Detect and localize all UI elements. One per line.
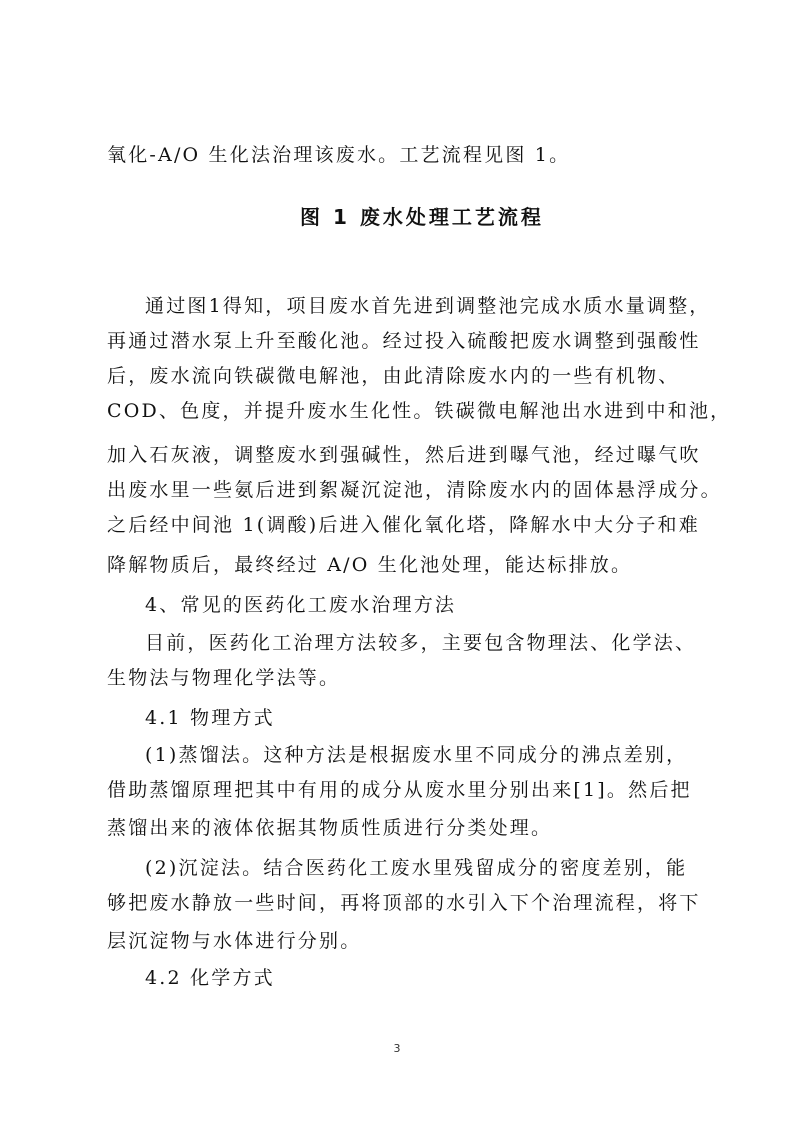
- page-number: 3: [393, 1042, 401, 1055]
- subsection-heading: 4.1 物理方式: [145, 707, 275, 729]
- paragraph-line: 层沉淀物与水体进行分别。: [107, 930, 362, 952]
- paragraph-line: (2)沉淀法。结合医药化工废水里残留成分的密度差别，能: [145, 857, 688, 879]
- paragraph-line: 之后经中间池 1(调酸)后进入催化氧化塔，降解水中大分子和难: [107, 514, 700, 536]
- figure-caption: 图 1 废水处理工艺流程: [300, 205, 544, 229]
- section-heading: 4、常见的医药化工废水治理方法: [145, 594, 457, 616]
- paragraph-line: 出废水里一些氨后进到絮凝沉淀池，清除废水内的固体悬浮成分。: [107, 479, 722, 501]
- paragraph-line: 借助蒸馏原理把其中有用的成分从废水里分别出来[1]。然后把: [107, 779, 692, 801]
- paragraph-line: 蒸馏出来的液体依据其物质性质进行分类处理。: [107, 817, 553, 839]
- paragraph-line: 后，废水流向铁碳微电解池，由此清除废水内的一些有机物、: [107, 365, 680, 387]
- paragraph-line: 生物法与物理化学法等。: [107, 667, 341, 689]
- paragraph-line: 氧化-A/O 生化法治理该废水。工艺流程见图 1。: [107, 144, 571, 166]
- paragraph-line: 降解物质后，最终经过 A/O 生化池处理，能达标排放。: [107, 554, 633, 576]
- paragraph-line: 目前，医药化工治理方法较多，主要包含物理法、化学法、: [145, 632, 697, 654]
- paragraph-line: 再通过潜水泵上升至酸化池。经过投入硫酸把废水调整到强酸性: [107, 330, 701, 352]
- paragraph-line: 够把废水静放一些时间，再将顶部的水引入下个治理流程，将下: [107, 892, 701, 914]
- paragraph-line: 通过图1得知，项目废水首先进到调整池完成水质水量调整，: [145, 295, 711, 317]
- paragraph-line: 加入石灰液，调整废水到强碱性，然后进到曝气池，经过曝气吹: [107, 444, 701, 466]
- paragraph-line: COD、色度，并提升废水生化性。铁碳微电解池出水进到中和池，: [107, 400, 732, 422]
- subsection-heading: 4.2 化学方式: [145, 967, 275, 989]
- paragraph-line: (1)蒸馏法。这种方法是根据废水里不同成分的沸点差别，: [145, 744, 688, 766]
